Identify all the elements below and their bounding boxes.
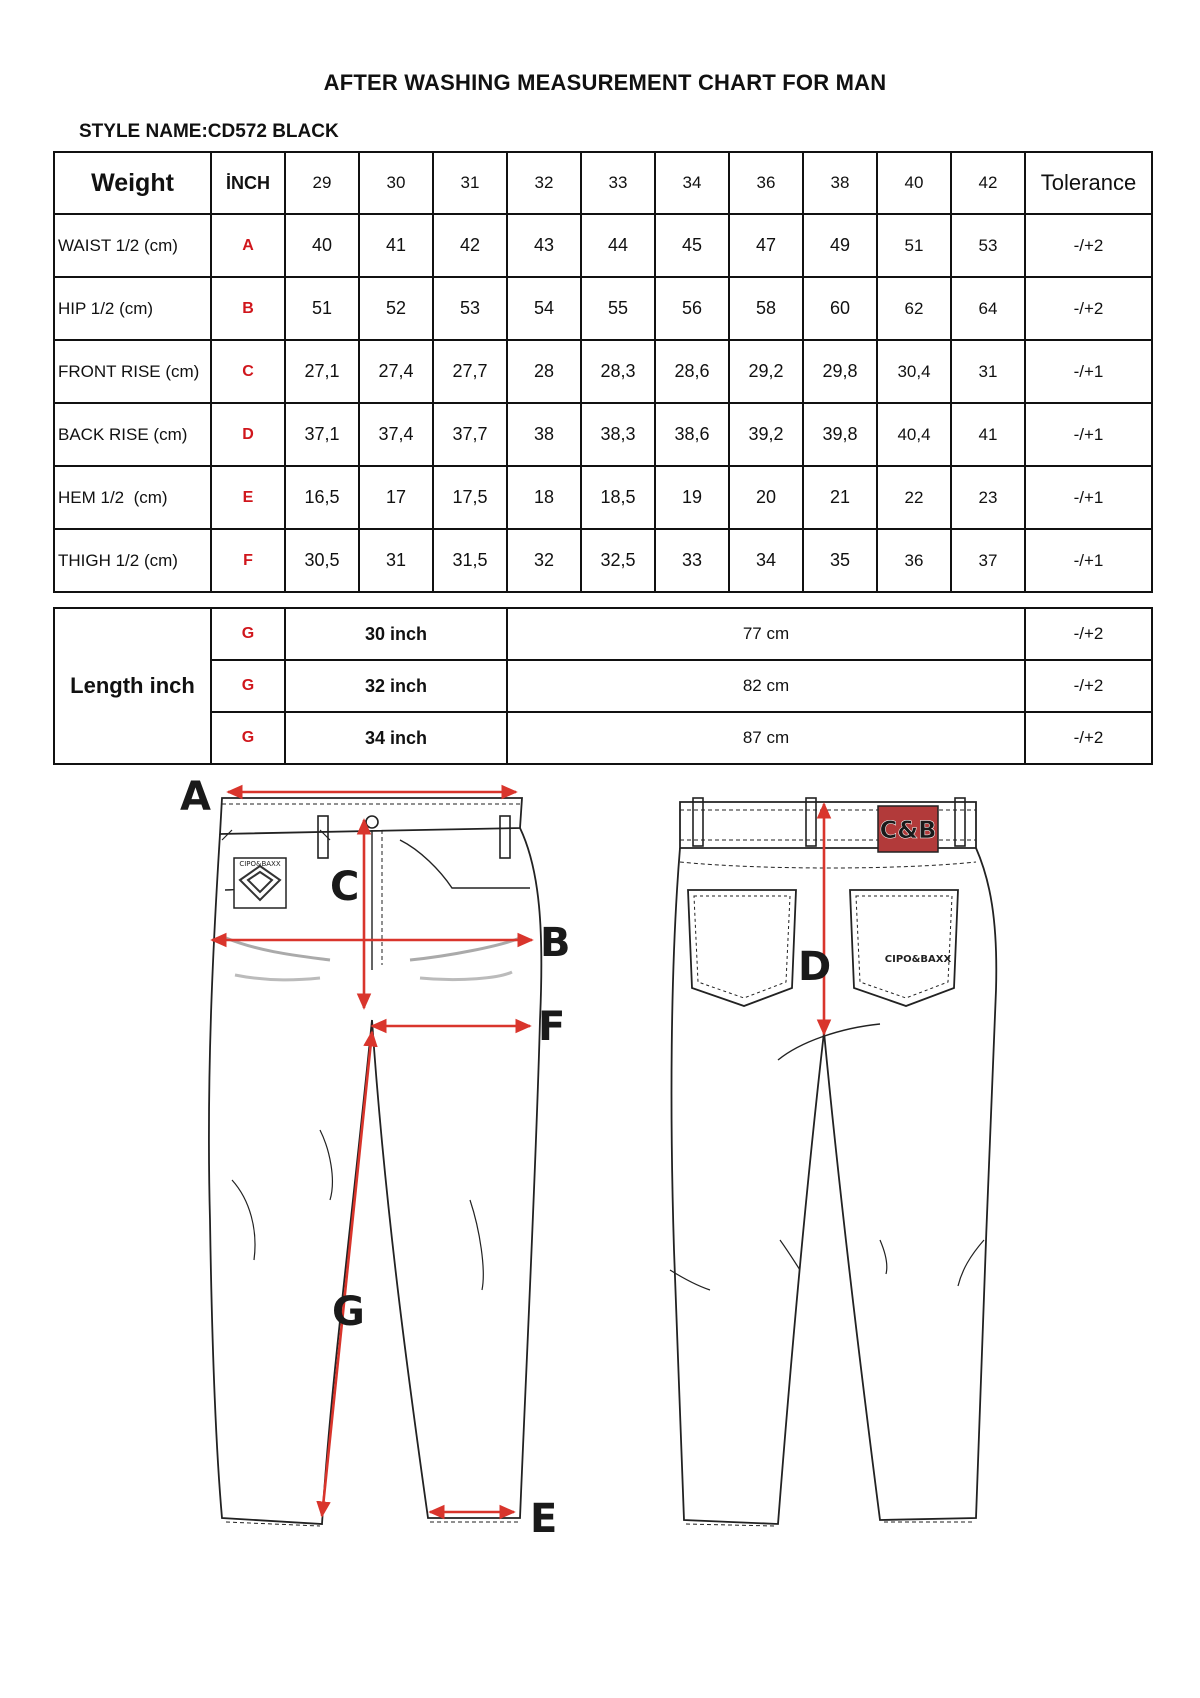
table-cell: 19 [655, 466, 729, 529]
table-cell: 30,5 [285, 529, 359, 592]
label-a: A [180, 774, 211, 820]
back-outline [672, 848, 997, 1524]
table-cell: 31,5 [433, 529, 507, 592]
tolerance-cell: -/+1 [1025, 466, 1152, 529]
table-cell: 41 [359, 214, 433, 277]
table-cell: 53 [951, 214, 1025, 277]
size-header: 33 [581, 152, 655, 214]
table-cell: 28,3 [581, 340, 655, 403]
table-cell: 47 [729, 214, 803, 277]
table-row [54, 277, 1152, 340]
measurement-name: FRONT RISE (cm) [54, 340, 211, 403]
table-cell: 30,4 [877, 340, 951, 403]
label-b: B [540, 920, 571, 966]
table-cell: 43 [507, 214, 581, 277]
table-cell: 33 [655, 529, 729, 592]
table-cell: 31 [359, 529, 433, 592]
tolerance-cell: -/+2 [1025, 712, 1152, 764]
table-cell: 37,7 [433, 403, 507, 466]
length-cm: 87 cm [507, 712, 1025, 764]
measurement-name: THIGH 1/2 (cm) [54, 529, 211, 592]
table-cell: 40 [285, 214, 359, 277]
size-header: 29 [285, 152, 359, 214]
table-cell: 38,6 [655, 403, 729, 466]
tolerance-cell: -/+2 [1025, 608, 1152, 660]
size-header: 34 [655, 152, 729, 214]
measurement-code: G [211, 660, 285, 712]
table-cell: 62 [877, 277, 951, 340]
measurement-name: HIP 1/2 (cm) [54, 277, 211, 340]
length-table [53, 607, 1153, 765]
tolerance-header: Tolerance [1025, 152, 1152, 214]
weight-header: Weight [54, 152, 211, 214]
measurement-code: E [211, 466, 285, 529]
front-patch-text: CIPO&BAXX [239, 860, 281, 868]
label-d: D [798, 944, 832, 990]
table-cell: 31 [951, 340, 1025, 403]
tolerance-cell: -/+2 [1025, 277, 1152, 340]
table-cell: 36 [877, 529, 951, 592]
size-header: 42 [951, 152, 1025, 214]
label-g: G [332, 1289, 365, 1335]
button-icon [366, 816, 378, 828]
table-cell: 35 [803, 529, 877, 592]
belt-loop [500, 816, 510, 858]
table-cell: 37 [951, 529, 1025, 592]
table-cell: 51 [285, 277, 359, 340]
table-cell: 39,8 [803, 403, 877, 466]
table-row [54, 712, 1152, 764]
table-cell: 23 [951, 466, 1025, 529]
tolerance-cell: -/+1 [1025, 340, 1152, 403]
table-cell: 16,5 [285, 466, 359, 529]
table-cell: 64 [951, 277, 1025, 340]
size-header: 40 [877, 152, 951, 214]
table-cell: 60 [803, 277, 877, 340]
measurement-name: WAIST 1/2 (cm) [54, 214, 211, 277]
table-cell: 27,4 [359, 340, 433, 403]
length-inch: 34 inch [285, 712, 507, 764]
tolerance-cell: -/+1 [1025, 403, 1152, 466]
table-row [54, 466, 1152, 529]
measurement-name: HEM 1/2 (cm) [54, 466, 211, 529]
length-inch: 30 inch [285, 608, 507, 660]
table-cell: 53 [433, 277, 507, 340]
table-cell: 18,5 [581, 466, 655, 529]
length-inch: 32 inch [285, 660, 507, 712]
table-row [54, 214, 1152, 277]
table-row [54, 660, 1152, 712]
table-cell: 21 [803, 466, 877, 529]
table-cell: 42 [433, 214, 507, 277]
size-header: 36 [729, 152, 803, 214]
length-cm: 77 cm [507, 608, 1025, 660]
table-cell: 34 [729, 529, 803, 592]
measurement-code: D [211, 403, 285, 466]
label-c: C [330, 864, 360, 910]
table-row [54, 403, 1152, 466]
table-cell: 22 [877, 466, 951, 529]
back-view [670, 798, 996, 1526]
label-e: E [530, 1496, 558, 1542]
tolerance-cell: -/+2 [1025, 660, 1152, 712]
table-cell: 27,7 [433, 340, 507, 403]
measurement-code: G [211, 608, 285, 660]
table-cell: 29,2 [729, 340, 803, 403]
size-header: 31 [433, 152, 507, 214]
table-cell: 49 [803, 214, 877, 277]
measurement-code: C [211, 340, 285, 403]
table-cell: 32,5 [581, 529, 655, 592]
size-table [53, 151, 1153, 593]
size-header: 38 [803, 152, 877, 214]
table-cell: 58 [729, 277, 803, 340]
back-pocket-right [850, 890, 958, 1006]
belt-loop [806, 798, 816, 846]
table-cell: 45 [655, 214, 729, 277]
inch-header: İNCH [211, 152, 285, 214]
table-cell: 28,6 [655, 340, 729, 403]
table-cell: 51 [877, 214, 951, 277]
length-label: Length inch [54, 608, 211, 764]
table-cell: 17 [359, 466, 433, 529]
table-cell: 28 [507, 340, 581, 403]
table-cell: 38 [507, 403, 581, 466]
label-f: F [538, 1004, 566, 1050]
table-row [54, 340, 1152, 403]
table-cell: 44 [581, 214, 655, 277]
measurement-name: BACK RISE (cm) [54, 403, 211, 466]
back-pocket-text: CIPO&BAXX [884, 954, 952, 965]
table-cell: 20 [729, 466, 803, 529]
table-cell: 18 [507, 466, 581, 529]
table-cell: 41 [951, 403, 1025, 466]
table-cell: 52 [359, 277, 433, 340]
table-cell: 17,5 [433, 466, 507, 529]
measurement-code: A [211, 214, 285, 277]
table-row [54, 529, 1152, 592]
tolerance-cell: -/+2 [1025, 214, 1152, 277]
table-cell: 39,2 [729, 403, 803, 466]
table-cell: 27,1 [285, 340, 359, 403]
size-header: 30 [359, 152, 433, 214]
measurement-code: F [211, 529, 285, 592]
table-header-row [54, 152, 1152, 214]
tolerance-cell: -/+1 [1025, 529, 1152, 592]
belt-loop [955, 798, 965, 846]
table-cell: 56 [655, 277, 729, 340]
table-cell: 54 [507, 277, 581, 340]
length-arrow [322, 1032, 372, 1516]
table-row [54, 608, 1152, 660]
page-title: AFTER WASHING MEASUREMENT CHART FOR MAN [323, 70, 887, 95]
measurement-code: G [211, 712, 285, 764]
size-header: 32 [507, 152, 581, 214]
front-outline [209, 828, 541, 1524]
table-cell: 55 [581, 277, 655, 340]
measurement-code: B [211, 277, 285, 340]
back-pocket-left [688, 890, 796, 1006]
back-patch-text: C&B [879, 816, 937, 844]
table-cell: 32 [507, 529, 581, 592]
table-cell: 38,3 [581, 403, 655, 466]
table-cell: 37,4 [359, 403, 433, 466]
belt-loop [693, 798, 703, 846]
table-cell: 40,4 [877, 403, 951, 466]
style-name: STYLE NAME:CD572 BLACK [79, 121, 339, 142]
length-cm: 82 cm [507, 660, 1025, 712]
jeans-technical-drawing [0, 770, 1200, 1550]
table-cell: 29,8 [803, 340, 877, 403]
table-cell: 37,1 [285, 403, 359, 466]
